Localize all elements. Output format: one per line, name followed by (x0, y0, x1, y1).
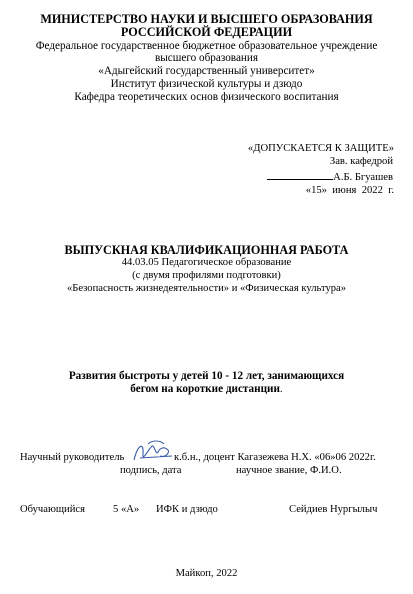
topic-line-2: бегом на короткие дистанции (130, 383, 280, 395)
department-name: Кафедра теоретических основ физического воспитания (74, 91, 339, 103)
institute-name: Институт физической культуры и дзюдо (110, 78, 303, 90)
supervisor-label: Научный руководитель (20, 452, 125, 463)
university-name: «Адыгейский государственный университет» (98, 65, 315, 77)
work-type: ВЫПУСКНАЯ КВАЛИФИКАЦИОННАЯ РАБОТА (64, 243, 349, 257)
approval-date-suffix: г. (388, 185, 394, 196)
approval-date-year: 2022 (361, 185, 383, 196)
work-code: 44.03.05 Педагогическое образование (121, 257, 292, 268)
institution-line-2: высшего образования (154, 52, 259, 64)
approval-date-month: июня (332, 185, 357, 196)
approval-signature-line (232, 168, 402, 184)
work-profiles: «Безопасность жизнедеятельности» и «Физическая культура» (66, 283, 347, 294)
student-faculty: ИФК и дзюдо (156, 504, 218, 515)
ministry-line-1: МИНИСТЕРСТВО НАУКИ И ВЫСШЕГО ОБРАЗОВАНИЯ (40, 12, 373, 26)
supervisor-signature-image (130, 438, 178, 466)
approval-date (232, 184, 402, 197)
footer-city-year: Майкоп, 2022 (175, 568, 238, 579)
approval-role: Зав. кафедрой (329, 156, 393, 167)
student-course: 5 «А» (113, 504, 140, 515)
topic-line-2-wrap (0, 383, 413, 395)
ministry-line-2: РОССИЙСКОЙ ФЕДЕРАЦИИ (120, 25, 293, 39)
signature-blank (267, 168, 333, 180)
approval-date-day: «15» (305, 185, 327, 196)
approval-name: А.Б. Бгуашев (333, 172, 393, 183)
approval-block (232, 142, 402, 197)
work-profiles-note: (с двумя профилями подготовки) (132, 270, 281, 281)
institution-line-1: Федеральное государственное бюджетное образовательное учреждение (35, 40, 378, 52)
supervisor-caption-signature: подпись, дата (120, 465, 182, 476)
supervisor-details: к.б.н., доцент Кагазежева Н.Х. «06»06 2022г. (174, 452, 376, 463)
approval-title: «ДОПУСКАЕТСЯ К ЗАЩИТЕ» (247, 143, 394, 154)
topic-line-1: Развития быстроты у детей 10 - 12 лет, занимающихся (68, 370, 345, 382)
supervisor-caption-title: научное звание, Ф.И.О. (236, 465, 342, 476)
student-label: Обучающийся (20, 504, 85, 515)
student-name: Сейдиев Нургылыч (289, 504, 378, 515)
topic-line-2-end: . (279, 383, 283, 395)
